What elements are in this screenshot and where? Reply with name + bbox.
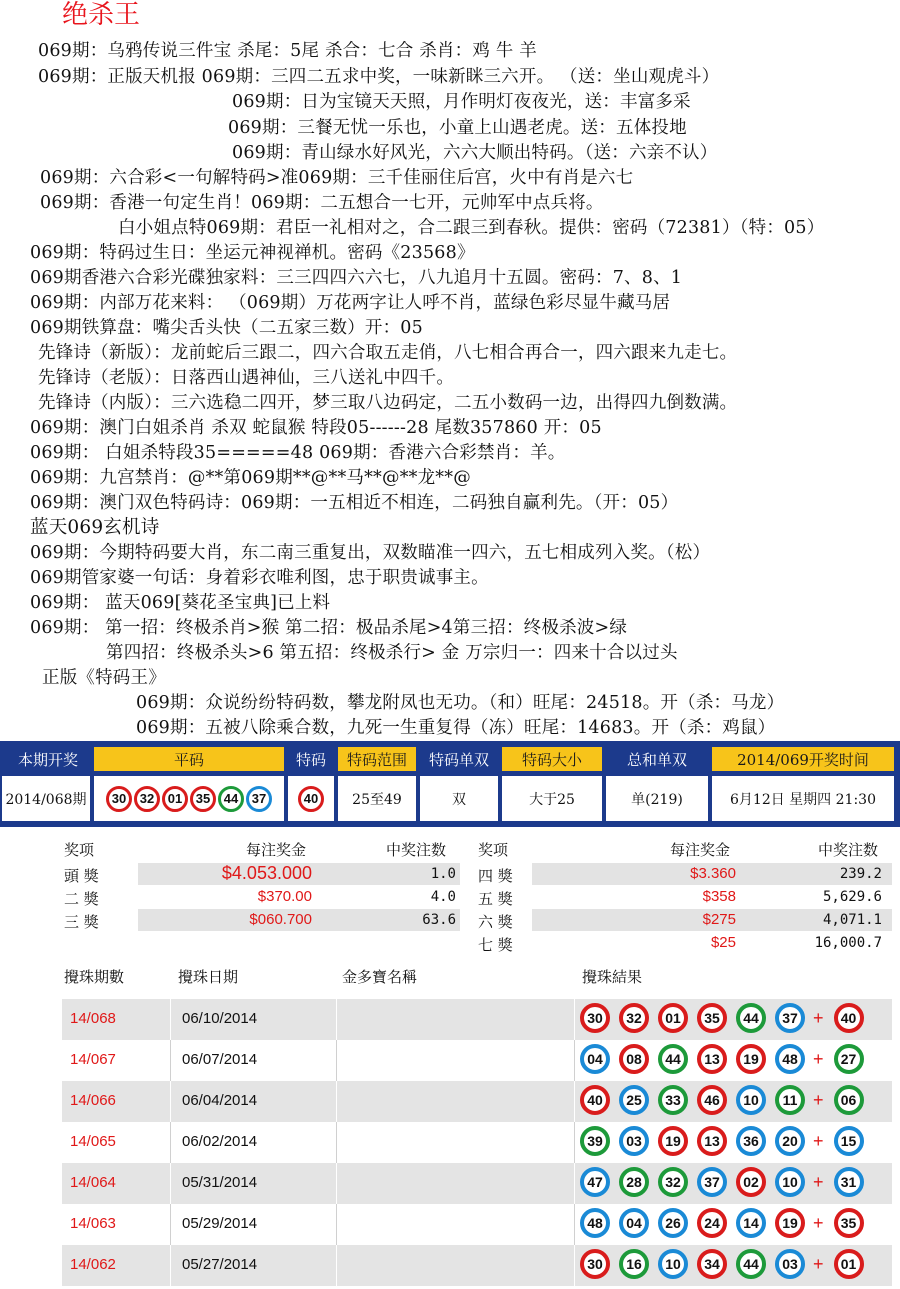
results-row: [62, 1122, 892, 1163]
next-draw-time: 6月12日 星期四 21:30: [712, 776, 894, 821]
number-ball: 36: [736, 1126, 766, 1156]
number-ball: 14: [736, 1208, 766, 1238]
number-ball: 02: [736, 1167, 766, 1197]
text-line: 先锋诗（老版）：日落西山遇神仙，三八送礼中四千。: [38, 368, 455, 388]
number-ball: 48: [580, 1208, 610, 1238]
number-ball: 26: [658, 1208, 688, 1238]
number-ball: 01: [162, 786, 188, 812]
column-divider: [336, 1245, 337, 1286]
special-odd-even: 双: [420, 776, 498, 821]
number-ball: 37: [775, 1003, 805, 1033]
plus-sign: +: [813, 1253, 824, 1274]
header-special-big-small: 特码大小: [502, 747, 602, 771]
column-divider: [336, 1122, 337, 1163]
prize-amount: $3.360: [690, 865, 736, 882]
plus-sign: +: [813, 1130, 824, 1151]
normal-balls: [94, 776, 284, 821]
number-ball: 32: [619, 1003, 649, 1033]
number-ball: 32: [134, 786, 160, 812]
special-number-ball: 35: [834, 1208, 864, 1238]
prize-count: 1.0: [430, 866, 456, 882]
number-ball: 04: [619, 1208, 649, 1238]
text-line: 先锋诗（新版）：龙前蛇后三跟二，四六合取五走俏，八七相合再合一，四六跟来九走七。: [38, 343, 738, 363]
plus-sign: +: [813, 1212, 824, 1233]
prize-name: 二 獎: [64, 890, 99, 908]
column-divider: [170, 1081, 171, 1122]
draw-date-cell: 06/02/2014: [182, 1133, 258, 1150]
number-ball: 13: [697, 1126, 727, 1156]
header-current-draw: 本期开奖: [6, 747, 90, 771]
number-ball: 04: [580, 1044, 610, 1074]
number-ball: 08: [619, 1044, 649, 1074]
number-ball: 32: [658, 1167, 688, 1197]
number-ball: 37: [246, 786, 272, 812]
text-line: 069期铁算盘：嘴尖舌头快（二五家三数）开：05: [30, 318, 423, 338]
column-divider: [574, 999, 575, 1040]
text-line: 069期：日为宝镜天天照，月作明灯夜夜光，送：丰富多采: [232, 92, 691, 112]
prize-count: 4.0: [430, 889, 456, 905]
plus-sign: +: [813, 1007, 824, 1028]
text-line: 069期：九宫禁肖：@**第069期**@**马**@**龙**@: [30, 468, 471, 488]
text-line: 069期： 第一招：终极杀肖>猴 第二招：极品杀尾>4第三招：终极杀波>绿: [30, 618, 628, 638]
column-divider: [574, 1040, 575, 1081]
draw-table: [0, 741, 900, 827]
results-header-period: 攪珠期數: [64, 968, 125, 986]
text-line: 069期：六合彩<一句解特码>准069期：三千佳丽住后宫，火中有肖是六七: [40, 168, 634, 188]
number-ball: 44: [218, 786, 244, 812]
draw-period-cell: 14/064: [70, 1174, 116, 1191]
prize-count: 16,000.7: [814, 935, 882, 951]
page-title: 绝杀王: [62, 0, 141, 30]
prize-amount: $25: [710, 934, 736, 951]
prize-name: 五 獎: [478, 890, 513, 908]
column-divider: [336, 1163, 337, 1204]
prize-name: 四 獎: [478, 867, 513, 885]
special-number-ball: 27: [834, 1044, 864, 1074]
number-ball: 24: [697, 1208, 727, 1238]
prize-name: 三 獎: [64, 913, 99, 931]
special-number-ball: 06: [834, 1085, 864, 1115]
column-divider: [170, 999, 171, 1040]
text-line: 069期： 白姐杀特段35=====48 069期：香港六合彩禁肖：羊。: [30, 443, 566, 463]
draw-date-cell: 06/07/2014: [182, 1051, 258, 1068]
draw-period-cell: 14/065: [70, 1133, 116, 1150]
header-special-number: 特码: [288, 747, 334, 771]
prize-amount: $4.053.000: [221, 863, 312, 883]
prize-count: 5,629.6: [822, 889, 882, 905]
column-divider: [574, 1204, 575, 1245]
draw-period-cell: 14/066: [70, 1092, 116, 1109]
text-line: 白小姐点特069期：君臣一礼相对之，合二跟三到春秋。提供：密码（72381）（特：05）: [118, 218, 825, 238]
special-number-ball: 40: [298, 786, 324, 812]
header-normal-numbers: 平码: [94, 747, 284, 771]
draw-date-cell: 05/29/2014: [182, 1215, 258, 1232]
number-ball: 44: [736, 1003, 766, 1033]
number-ball: 10: [775, 1167, 805, 1197]
number-ball: 35: [697, 1003, 727, 1033]
number-ball: 19: [775, 1208, 805, 1238]
special-number-ball: 15: [834, 1126, 864, 1156]
number-ball: 34: [697, 1249, 727, 1279]
prize-amount: $358: [702, 888, 736, 905]
column-divider: [574, 1245, 575, 1286]
prize-name: 六 獎: [478, 913, 513, 931]
number-ball: 28: [619, 1167, 649, 1197]
draw-period-cell: 14/068: [70, 1010, 116, 1027]
number-ball: 30: [580, 1003, 610, 1033]
column-divider: [170, 1040, 171, 1081]
draw-date-cell: 06/10/2014: [182, 1010, 258, 1027]
prize-header-name-right: 奖项: [478, 841, 509, 859]
draw-result-balls: [580, 1167, 864, 1197]
section-heading: 正版《特码王》: [42, 668, 166, 688]
column-divider: [574, 1122, 575, 1163]
draw-result-balls: [580, 1208, 864, 1238]
text-line: 069期：青山绿水好风光，六六大顺出特码。（送：六亲不认）: [232, 143, 718, 163]
number-ball: 39: [580, 1126, 610, 1156]
text-line: 069期：三餐无忧一乐也，小童上山遇老虎。送：五体投地: [228, 118, 687, 138]
special-number-ball: 01: [834, 1249, 864, 1279]
draw-period-cell: 14/067: [70, 1051, 116, 1068]
column-divider: [170, 1122, 171, 1163]
number-ball: 46: [697, 1085, 727, 1115]
draw-date-cell: 05/27/2014: [182, 1256, 258, 1273]
number-ball: 19: [658, 1126, 688, 1156]
text-line: 069期：香港一句定生肖！069期：二五想合一七开，元帅军中点兵将。: [40, 193, 604, 213]
text-line: 先锋诗（内版）：三六选稳二四开，梦三取八边码定，二五小数码一边，出得四九倒数满。: [38, 393, 738, 413]
number-ball: 40: [580, 1085, 610, 1115]
column-divider: [170, 1163, 171, 1204]
prize-header-amount: 每注奖金: [246, 841, 307, 859]
number-ball: 33: [658, 1085, 688, 1115]
text-line: 069期：澳门双色特码诗：069期：一五相近不相连，二码独自赢利先。（开：05）: [30, 493, 679, 513]
special-ball-cell: [288, 776, 334, 821]
prize-amount: $060.700: [249, 911, 312, 928]
number-ball: 19: [736, 1044, 766, 1074]
text-line: 069期：乌鸦传说三件宝 杀尾：5尾 杀合：七合 杀肖：鸡 牛 羊: [38, 41, 537, 61]
draw-result-balls: [580, 1126, 864, 1156]
column-divider: [574, 1163, 575, 1204]
plus-sign: +: [813, 1089, 824, 1110]
text-line: 069期：众说纷纷特码数，攀龙附凤也无功。（和）旺尾：24518。开（杀：马龙）: [136, 693, 785, 713]
results-header-name: 金多寶名稱: [342, 968, 418, 986]
results-row: [62, 999, 892, 1040]
number-ball: 48: [775, 1044, 805, 1074]
number-ball: 20: [775, 1126, 805, 1156]
column-divider: [170, 1245, 171, 1286]
draw-result-balls: [580, 1003, 864, 1033]
prize-name: 頭 獎: [64, 867, 99, 885]
number-ball: 03: [775, 1249, 805, 1279]
plus-sign: +: [813, 1171, 824, 1192]
draw-period: 2014/068期: [2, 776, 90, 821]
results-row: [62, 1040, 892, 1081]
prize-header-amount-right: 每注奖金: [670, 841, 731, 859]
results-header-date: 攪珠日期: [178, 968, 239, 986]
number-ball: 13: [697, 1044, 727, 1074]
number-ball: 44: [736, 1249, 766, 1279]
number-ball: 03: [619, 1126, 649, 1156]
results-row: [62, 1245, 892, 1286]
results-row: [62, 1081, 892, 1122]
number-ball: 44: [658, 1044, 688, 1074]
draw-result-balls: [580, 1085, 864, 1115]
text-line: 069期：澳门白姐杀肖 杀双 蛇鼠猴 特段05------28 尾数357860 开：05: [30, 418, 602, 438]
draw-date-cell: 05/31/2014: [182, 1174, 258, 1191]
prize-count: 239.2: [839, 866, 882, 882]
special-range: 25至49: [338, 776, 416, 821]
text-line: 第四招：终极杀头>6 第五招：终极杀行> 金 万宗归一：四来十合以过头: [106, 643, 678, 663]
draw-period-cell: 14/062: [70, 1256, 116, 1273]
text-line: 069期： 蓝天069[葵花圣宝典]已上料: [30, 593, 331, 613]
special-number-ball: 31: [834, 1167, 864, 1197]
prize-header-name: 奖项: [64, 841, 95, 859]
number-ball: 30: [580, 1249, 610, 1279]
column-divider: [170, 1204, 171, 1245]
prize-amount: $275: [702, 911, 736, 928]
number-ball: 01: [658, 1003, 688, 1033]
section-heading: 蓝天069玄机诗: [30, 517, 160, 538]
prize-count: 4,071.1: [822, 912, 882, 928]
prize-count: 63.6: [422, 912, 456, 928]
draw-result-balls: [580, 1249, 864, 1279]
text-line: 069期：五被八除乘合数，九死一生重复得（冻）旺尾：14683。开（杀：鸡鼠）: [136, 718, 776, 738]
prize-header-count-right: 中奖注数: [818, 841, 879, 859]
plus-sign: +: [813, 1048, 824, 1069]
number-ball: 47: [580, 1167, 610, 1197]
special-number-ball: 40: [834, 1003, 864, 1033]
number-ball: 25: [619, 1085, 649, 1115]
draw-period-cell: 14/063: [70, 1215, 116, 1232]
text-line: 069期：特码过生日：坐运元神视禅机。密码《23568》: [30, 243, 475, 263]
prize-amount: $370.00: [257, 888, 312, 905]
draw-date-cell: 06/04/2014: [182, 1092, 258, 1109]
column-divider: [336, 1204, 337, 1245]
prize-name: 七 獎: [478, 936, 513, 954]
results-header-result: 攪珠結果: [582, 968, 643, 986]
special-big-small: 大于25: [502, 776, 602, 821]
header-special-range: 特码范围: [338, 747, 416, 771]
text-line: 069期：内部万花来料： （069期）万花两字让人呼不肖，蓝绿色彩尽显牛藏马居: [30, 293, 671, 313]
number-ball: 37: [697, 1167, 727, 1197]
results-row: [62, 1204, 892, 1245]
number-ball: 11: [775, 1085, 805, 1115]
header-sum-odd-even: 总和单双: [606, 747, 708, 771]
text-line: 069期香港六合彩光碟独家料：三三四四六六七，八九追月十五圆。密码：7、8、1: [30, 268, 683, 288]
header-special-odd-even: 特码单双: [420, 747, 498, 771]
number-ball: 16: [619, 1249, 649, 1279]
prize-header-count: 中奖注数: [386, 841, 447, 859]
column-divider: [336, 1081, 337, 1122]
number-ball: 10: [736, 1085, 766, 1115]
text-line: 069期管家婆一句话：身着彩衣唯利图，忠于职贵诚事主。: [30, 568, 489, 588]
draw-result-balls: [580, 1044, 864, 1074]
text-line: 069期：正版天机报 069期：三四二五求中奖，一味新眯三六开。 （送：坐山观虎斗）: [38, 67, 720, 87]
column-divider: [574, 1081, 575, 1122]
header-next-draw-time: 2014/069开奖时间: [712, 747, 894, 771]
column-divider: [336, 999, 337, 1040]
number-ball: 10: [658, 1249, 688, 1279]
results-row: [62, 1163, 892, 1204]
column-divider: [336, 1040, 337, 1081]
sum-odd-even: 单(219): [606, 776, 708, 821]
number-ball: 35: [190, 786, 216, 812]
text-line: 069期：今期特码要大肖，东二南三重复出，双数瞄准一四六，五七相成列入奖。（松）: [30, 543, 711, 563]
number-ball: 30: [106, 786, 132, 812]
